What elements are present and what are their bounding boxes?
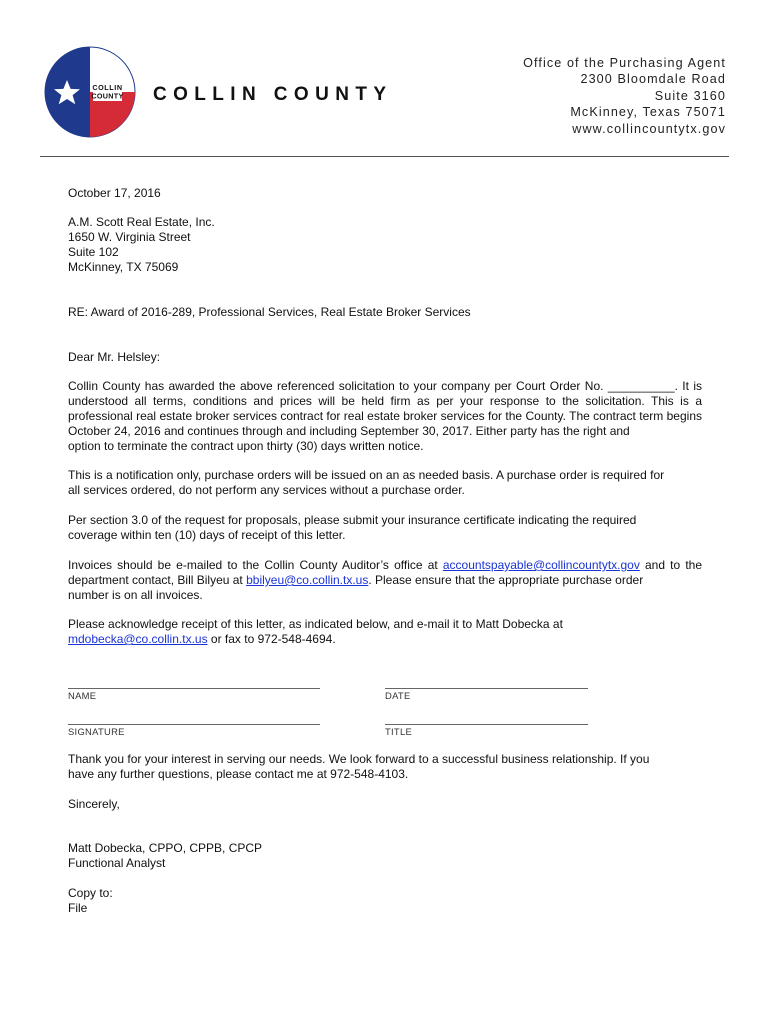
- office-city: McKinney, Texas 75071: [570, 105, 726, 120]
- salutation: Dear Mr. Helsley:: [68, 350, 161, 364]
- closing: Sincerely,: [68, 797, 120, 811]
- letter-date: October 17, 2016: [68, 186, 161, 200]
- title-label: TITLE: [385, 726, 413, 737]
- recipient-suite: Suite 102: [68, 245, 119, 259]
- recipient-street: 1650 W. Virginia Street: [68, 230, 191, 244]
- office-street: 2300 Bloomdale Road: [580, 72, 726, 87]
- paragraph-insurance-last-line: coverage within ten (10) days of receipt of this letter.: [68, 528, 346, 542]
- office-website: www.collincountytx.gov: [572, 121, 726, 136]
- paragraph-invoices-text-c: . Please ensure that the appropriate purchase order: [368, 573, 644, 587]
- paragraph-thanks: [68, 752, 702, 782]
- paragraph-award-text: Collin County has awarded the above referenced solicitation to your company per Court Order No. __________. It is understood all terms, conditions and prices will be held firm as per your response to the solicitation. This is a professional real estate broker services contract for real estate broker services for the County. The contract term begins October 24, 2016 and continues through and including September 30, 2017. Either party has the right and: [68, 379, 702, 438]
- name-line[interactable]: [68, 688, 320, 689]
- dobecka-email-link[interactable]: mdobecka@co.collin.tx.us: [68, 632, 208, 646]
- paragraph-acknowledge-text: Please acknowledge receipt of this letter, as indicated below, and e-mail it to Matt Dobecka at: [68, 617, 563, 631]
- paragraph-insurance: [68, 513, 702, 543]
- copy-to-label: Copy to:: [68, 886, 113, 900]
- office-suite: Suite 3160: [654, 88, 726, 103]
- office-name: Office of the Purchasing Agent: [523, 56, 726, 70]
- office-address-block: [523, 55, 726, 137]
- subject-line: RE: Award of 2016-289, Professional Services, Real Estate Broker Services: [68, 305, 471, 319]
- signer-block: [68, 841, 262, 871]
- copy-to-block: [68, 886, 113, 916]
- recipient-company: A.M. Scott Real Estate, Inc.: [68, 215, 215, 229]
- recipient-address: [68, 215, 215, 275]
- paragraph-invoices-text-a: Invoices should be e-mailed to the Collin County Auditor’s office at: [68, 558, 443, 572]
- paragraph-invoices-last-line: number is on all invoices.: [68, 588, 203, 602]
- seal-text-line2: COUNTY: [91, 91, 124, 101]
- paragraph-award-last-line: option to terminate the contract upon thirty (30) days written notice.: [68, 439, 424, 453]
- paragraph-acknowledge-tail: or fax to 972-548-4694.: [207, 632, 336, 646]
- seal-text-line1: COLLIN: [92, 83, 123, 92]
- paragraph-insurance-text: Per section 3.0 of the request for proposals, please submit your insurance certificate indicating the required: [68, 513, 637, 527]
- paragraph-thanks-last-line: have any further questions, please contact me at 972-548-4103.: [68, 767, 409, 781]
- paragraph-invoices-text-b: and to the department contact, Bill Bilyeu at: [68, 558, 703, 587]
- recipient-city: McKinney, TX 75069: [68, 260, 179, 274]
- signer-title: Functional Analyst: [68, 856, 166, 870]
- date-line[interactable]: [385, 688, 588, 689]
- auditor-email-link[interactable]: accountspayable@collincountytx.gov: [442, 558, 640, 572]
- contact-email-link[interactable]: bbilyeu@co.collin.tx.us: [246, 573, 369, 587]
- collin-county-seal-logo: [44, 46, 136, 138]
- paragraph-purchase-orders: [68, 468, 702, 498]
- county-name-heading: COLLIN COUNTY: [153, 84, 393, 105]
- signature-line[interactable]: [68, 724, 320, 725]
- name-label: NAME: [68, 690, 97, 701]
- signer-name: Matt Dobecka, CPPO, CPPB, CPCP: [68, 841, 263, 855]
- signature-label: SIGNATURE: [68, 726, 125, 737]
- copy-to-file: File: [68, 901, 88, 915]
- paragraph-invoices: [68, 558, 702, 603]
- paragraph-thanks-text: Thank you for your interest in serving our needs. We look forward to a successful business relationship. If you: [68, 752, 650, 766]
- paragraph-purchase-orders-text: This is a notification only, purchase orders will be issued on an as needed basis. A purchase order is required for: [68, 468, 665, 482]
- paragraph-acknowledge: [68, 617, 702, 647]
- header-divider: [40, 156, 729, 157]
- paragraph-acknowledge-last-line: [68, 632, 702, 647]
- date-label: DATE: [385, 690, 411, 701]
- paragraph-purchase-orders-last-line: all services ordered, do not perform any services without a purchase order.: [68, 483, 465, 497]
- title-line[interactable]: [385, 724, 588, 725]
- paragraph-award: [68, 379, 702, 454]
